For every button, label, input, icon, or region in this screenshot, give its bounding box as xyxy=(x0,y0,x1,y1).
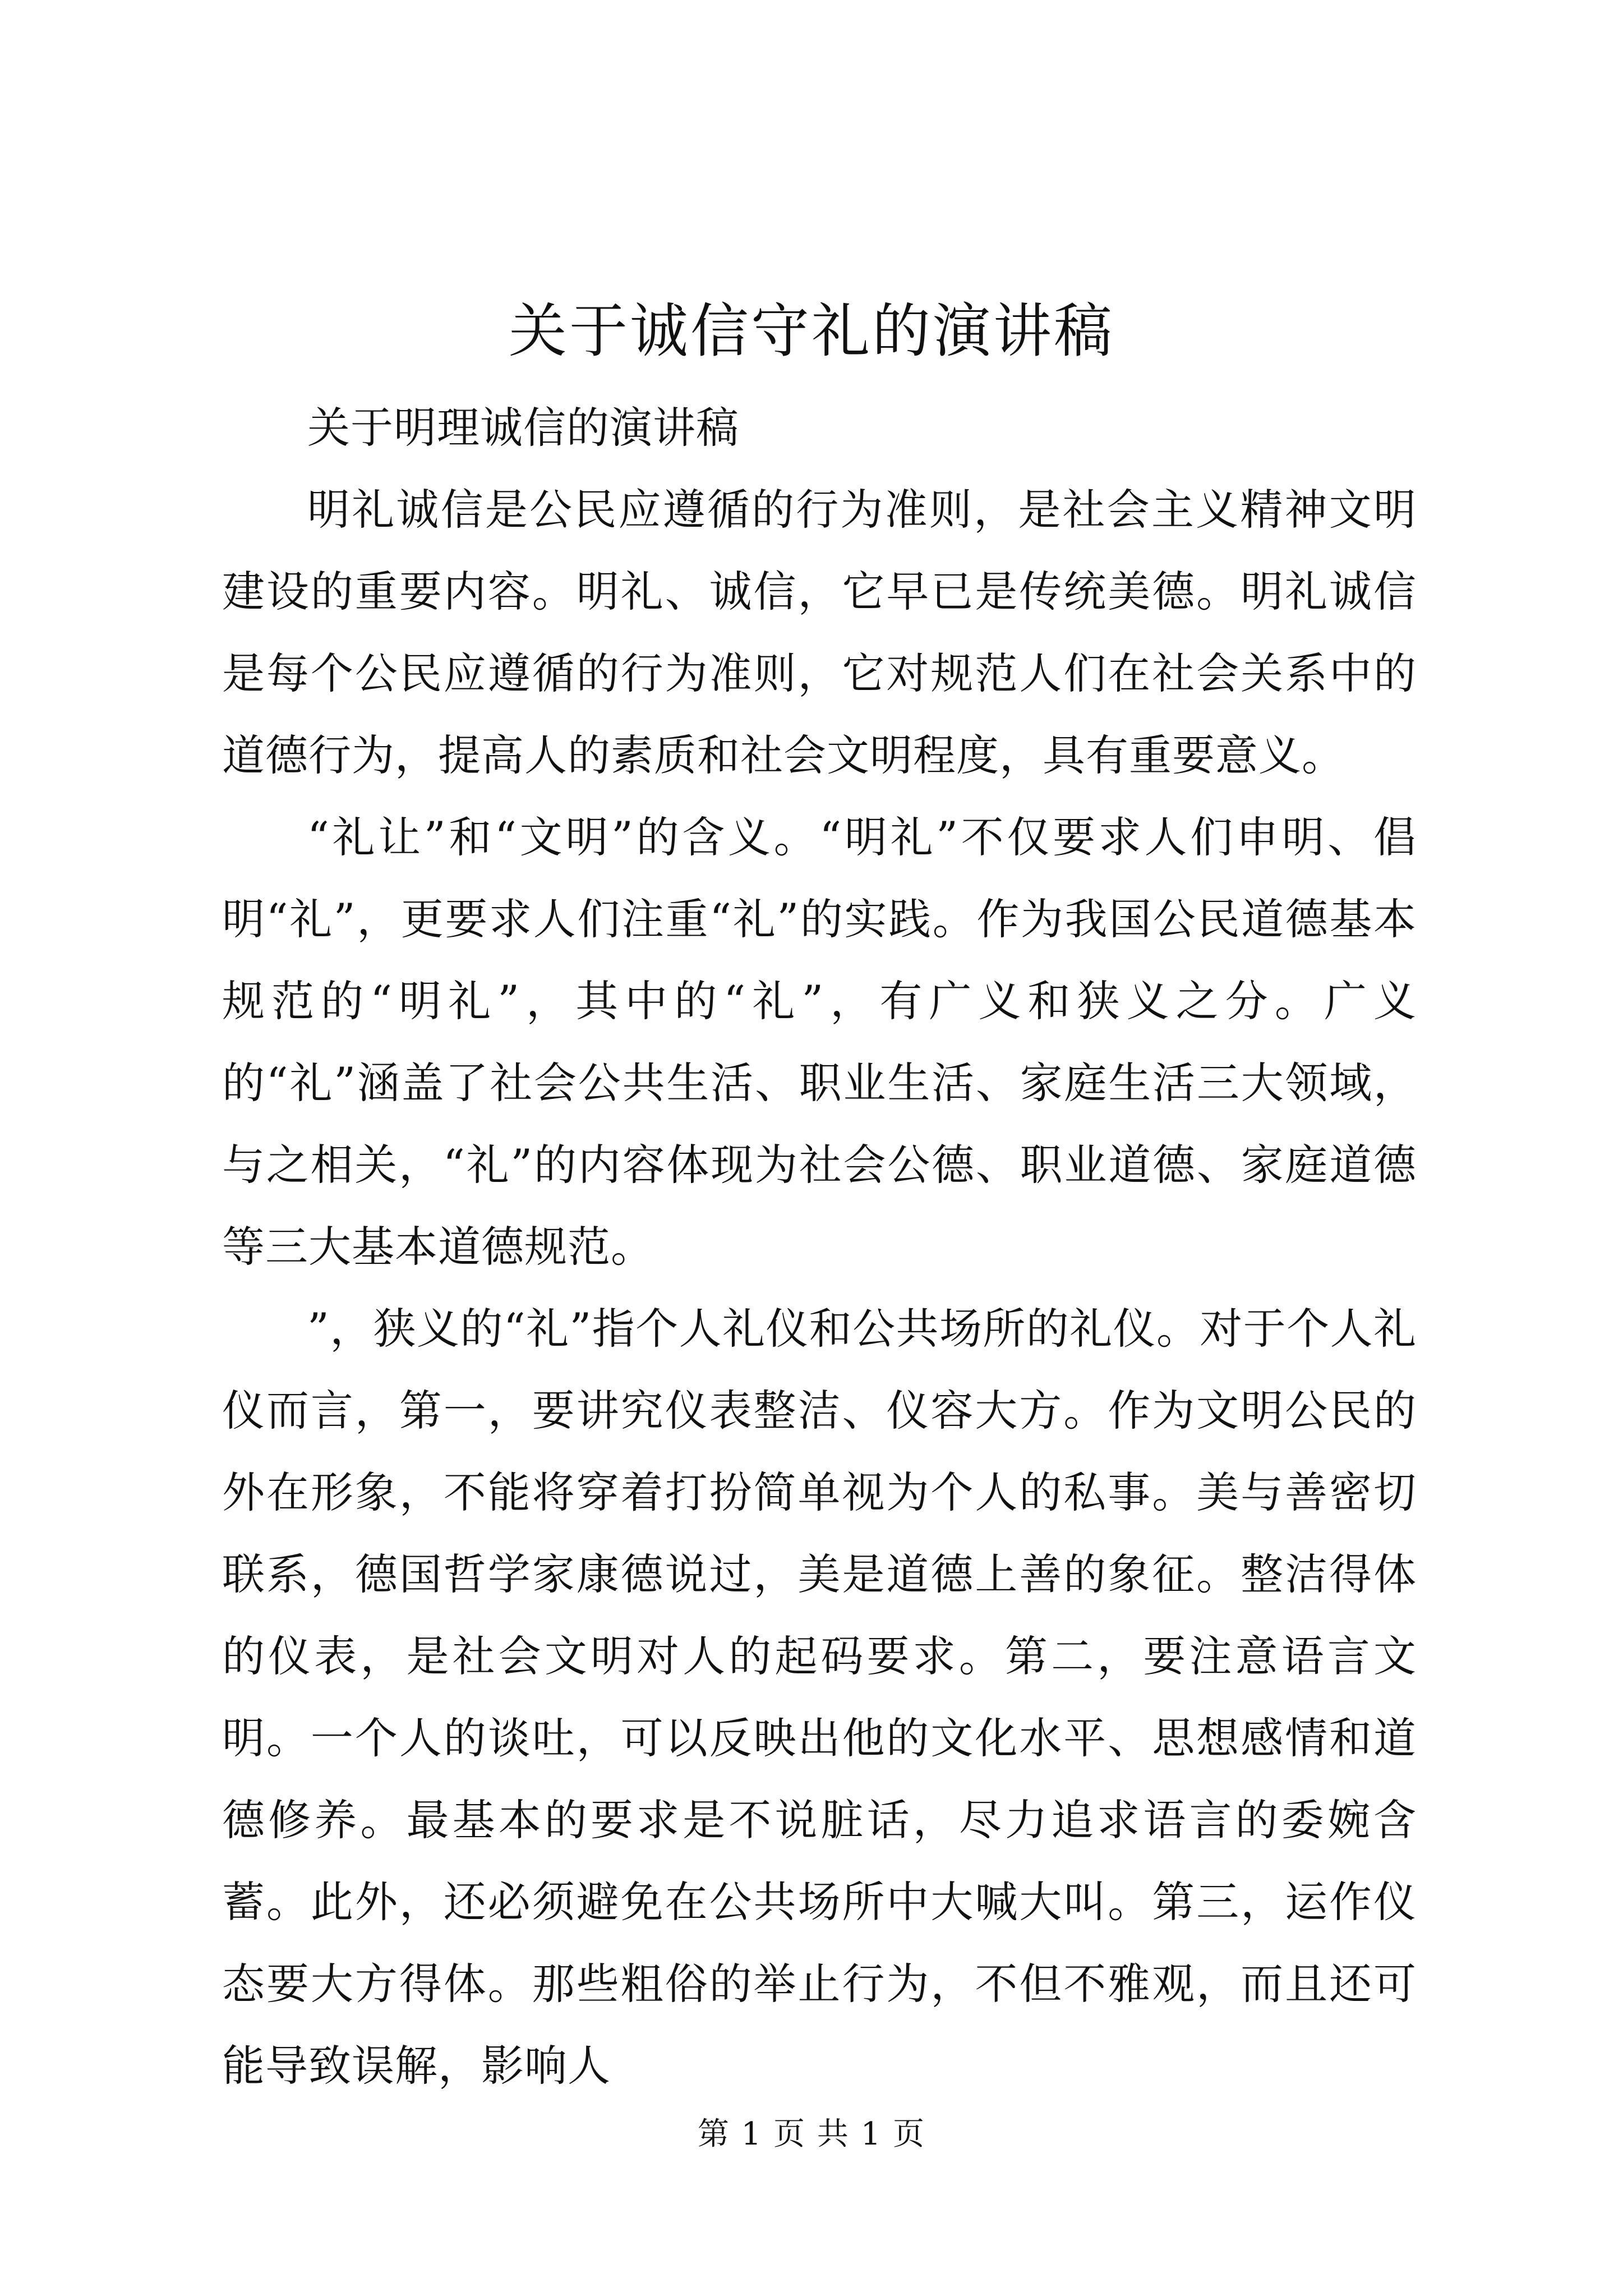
body-paragraph-1: 明礼诚信是公民应遵循的行为准则，是社会主义精神文明建设的重要内容。明礼、诚信，它早已是传统美德。明礼诚信是每个公民应遵循的行为准则，它对规范人们在社会关系中的道德行为，提高人的素质和社会文明程度，具有重要意义。 xyxy=(222,485,1417,780)
document-body xyxy=(222,387,1417,2107)
document-title: 关于诚信守礼的演讲稿 xyxy=(508,297,1114,365)
body-paragraph-3: ”，狭义的“礼”指个人礼仪和公共场所的礼仪。对于个人礼仪而言，第一，要讲究仪表整洁、仪容大方。作为文明公民的外在形象，不能将穿着打扮简单视为个人的私事。美与善密切联系，德国哲学家康德说过，美是道德上善的象征。整洁得体的仪表，是社会文明对人的起码要求。第二，要注意语言文明。一个人的谈吐，可以反映出他的文化水平、思想感情和道德修养。最基本的要求是不说脏话，尽力追求语言的委婉含蓄。此外，还必须避免在公共场所中大喊大叫。第三，运作仪态要大方得体。那些粗俗的举止行为，不但不雅观，而且还可能导致误解，影响人 xyxy=(222,1304,1417,2091)
subtitle-paragraph: 关于明理诚信的演讲稿 xyxy=(307,403,739,453)
body-paragraph-2: “礼让”和“文明”的含义。“明礼”不仅要求人们申明、倡明“礼”，更要求人们注重“礼”的实践。作为我国公民道德基本规范的“明礼”，其中的“礼”，有广义和狭义之分。广义的“礼”涵盖了社会公共生活、职业生活、家庭生活三大领域，与之相关，“礼”的内容体现为社会公德、职业道德、家庭道德等三大基本道德规范。 xyxy=(222,812,1417,1272)
page-footer: 第 1 页 共 1 页 xyxy=(697,2116,926,2152)
